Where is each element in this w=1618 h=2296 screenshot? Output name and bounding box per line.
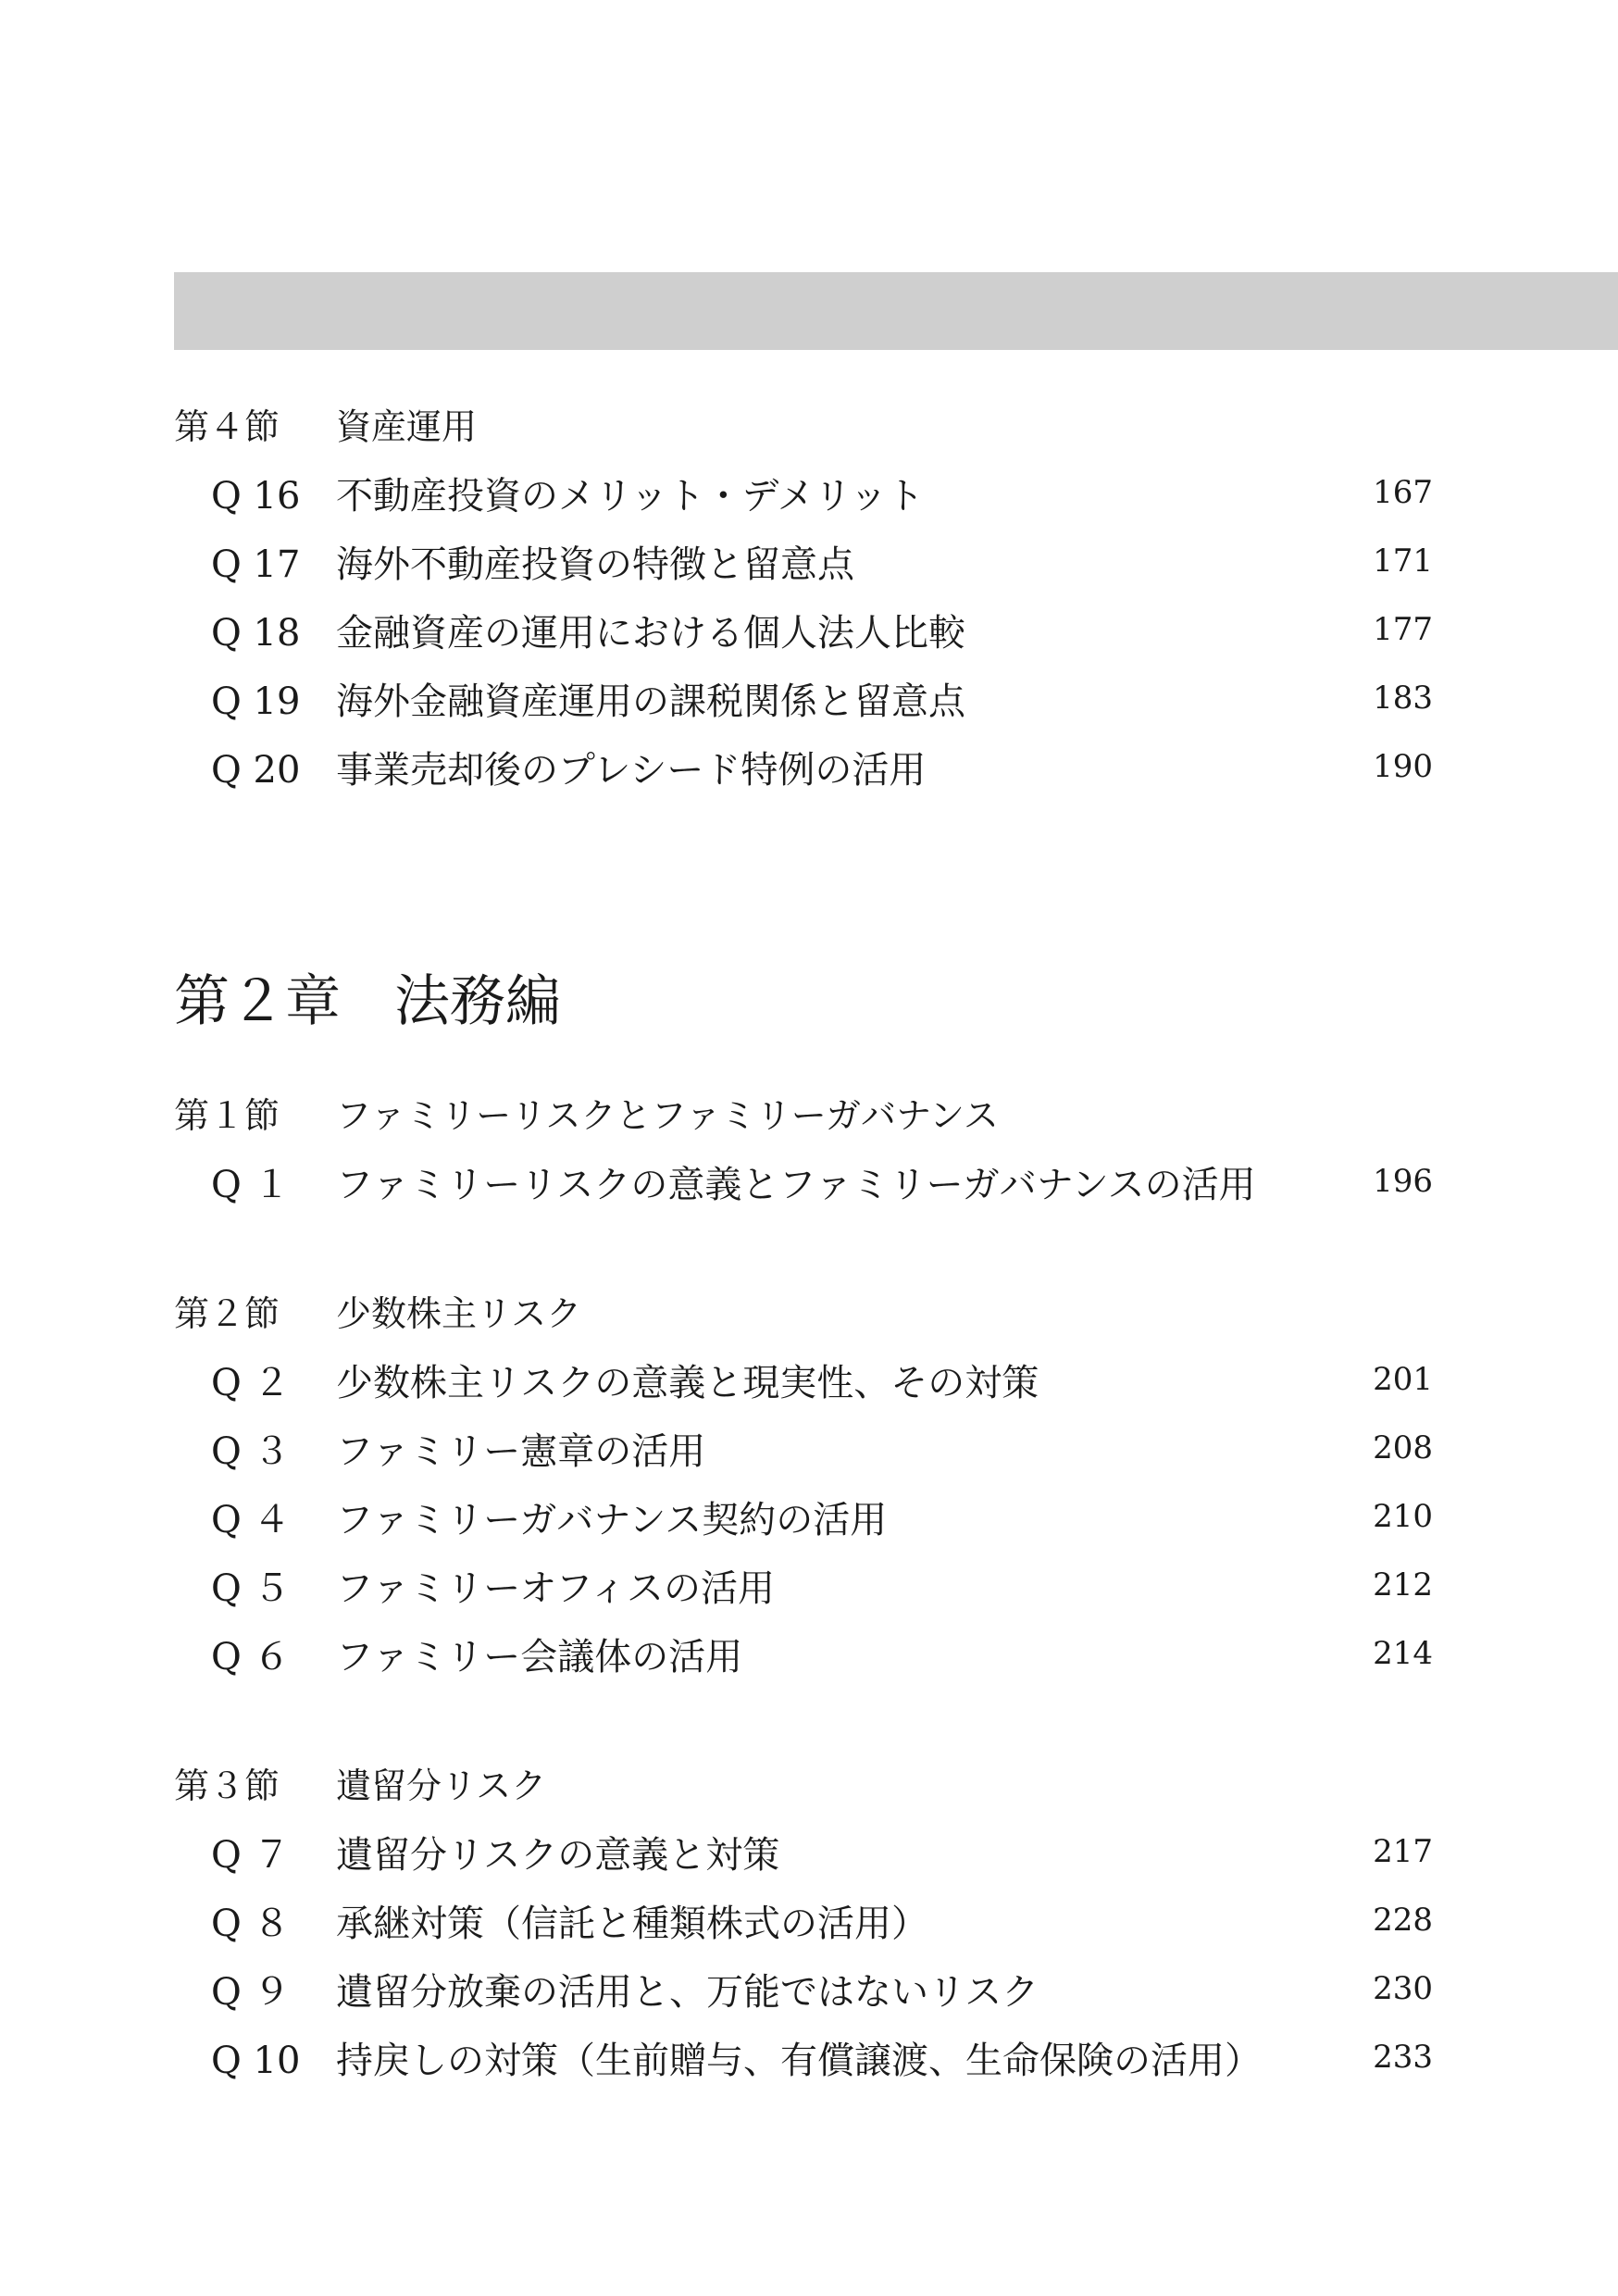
question-number: Q ２	[211, 1362, 291, 1404]
page-number: 214	[1373, 1635, 1433, 1672]
section-title: 少数株主リスク	[336, 1293, 582, 1334]
question-number: Q ７	[211, 1834, 291, 1877]
question-number: Q 17	[211, 543, 301, 586]
item-title: ファミリーガバナンス契約の活用	[336, 1499, 888, 1541]
question-number: Q ４	[211, 1499, 291, 1541]
page-number: 230	[1373, 1970, 1433, 2007]
chapter-number: 第２章	[174, 969, 341, 1034]
spacer	[174, 1696, 1433, 1757]
section-number: 第４節	[174, 406, 280, 447]
item-title: 持戻しの対策（生前贈与、有償譲渡、生命保険の活用）	[336, 2040, 1262, 2082]
question-number: Q 10	[211, 2040, 301, 2082]
toc-item[interactable]	[174, 1963, 1433, 2031]
question-number: Q ８	[211, 1903, 291, 1945]
page-number: 190	[1373, 748, 1433, 785]
page-number: 201	[1373, 1361, 1433, 1398]
toc-item[interactable]	[174, 1826, 1433, 1894]
section-title: 遺留分リスク	[336, 1766, 547, 1806]
question-number: Q 19	[211, 680, 301, 723]
toc-item[interactable]	[174, 467, 1433, 535]
page-number: 183	[1373, 680, 1433, 717]
item-title: 不動産投資のメリット・デメリット	[336, 475, 925, 518]
question-number: Q 20	[211, 749, 301, 792]
item-title: ファミリーオフィスの活用	[336, 1567, 775, 1610]
header-bar	[174, 272, 1618, 350]
section-number: 第２節	[174, 1293, 280, 1334]
question-number: Q １	[211, 1164, 291, 1206]
toc-item[interactable]	[174, 1894, 1433, 1963]
toc-item[interactable]	[174, 2031, 1433, 2100]
question-number: Q ９	[211, 1971, 291, 2014]
chapter-title: 法務編	[394, 969, 561, 1034]
question-number: Q 18	[211, 612, 301, 655]
section-title: ファミリーリスクとファミリーガバナンス	[336, 1095, 999, 1136]
toc-item[interactable]	[174, 1491, 1433, 1559]
item-title: ファミリー会議体の活用	[336, 1636, 743, 1678]
chapter-heading	[174, 957, 1433, 1050]
section-number: 第１節	[174, 1095, 280, 1136]
item-title: 遺留分リスクの意義と対策	[336, 1834, 780, 1877]
item-title: 承継対策（信託と種類株式の活用）	[336, 1903, 928, 1945]
page-number: 171	[1373, 543, 1433, 580]
question-number: Q 16	[211, 475, 301, 518]
page-number: 210	[1373, 1498, 1433, 1535]
page-number: 208	[1373, 1429, 1433, 1466]
question-number: Q ５	[211, 1567, 291, 1610]
section-heading	[174, 1285, 1433, 1354]
page-number: 228	[1373, 1902, 1433, 1939]
toc-item[interactable]	[174, 741, 1433, 809]
toc-item[interactable]	[174, 604, 1433, 672]
item-title: ファミリーリスクの意義とファミリーガバナンスの活用	[336, 1164, 1256, 1206]
toc-item[interactable]	[174, 1354, 1433, 1422]
toc-item[interactable]	[174, 1422, 1433, 1491]
item-title: 海外金融資産運用の課税関係と留意点	[336, 680, 965, 723]
question-number: Q ６	[211, 1636, 291, 1678]
spacer	[174, 1224, 1433, 1285]
page-number: 212	[1373, 1566, 1433, 1603]
page-number: 196	[1373, 1163, 1433, 1200]
page-number: 217	[1373, 1833, 1433, 1870]
item-title: 少数株主リスクの意義と現実性、その対策	[336, 1362, 1039, 1404]
section-title: 資産運用	[336, 406, 478, 447]
question-number: Q ３	[211, 1430, 291, 1473]
page-number: 167	[1373, 474, 1433, 511]
toc-item[interactable]	[174, 1559, 1433, 1628]
section-number: 第３節	[174, 1766, 280, 1806]
item-title: 事業売却後のプレシード特例の活用	[336, 749, 927, 792]
toc-content	[174, 398, 1433, 2100]
page-number: 177	[1373, 611, 1433, 648]
section-heading	[174, 1087, 1433, 1155]
section-heading	[174, 398, 1433, 467]
item-title: 金融資産の運用における個人法人比較	[336, 612, 965, 655]
toc-item[interactable]	[174, 1628, 1433, 1696]
page-number: 233	[1373, 2039, 1433, 2076]
section-heading	[174, 1757, 1433, 1826]
item-title: 遺留分放棄の活用と、万能ではないリスク	[336, 1971, 1039, 2014]
item-title: ファミリー憲章の活用	[336, 1430, 706, 1473]
toc-item[interactable]	[174, 1155, 1433, 1224]
item-title: 海外不動産投資の特徴と留意点	[336, 543, 854, 586]
toc-item[interactable]	[174, 672, 1433, 741]
toc-item[interactable]	[174, 535, 1433, 604]
